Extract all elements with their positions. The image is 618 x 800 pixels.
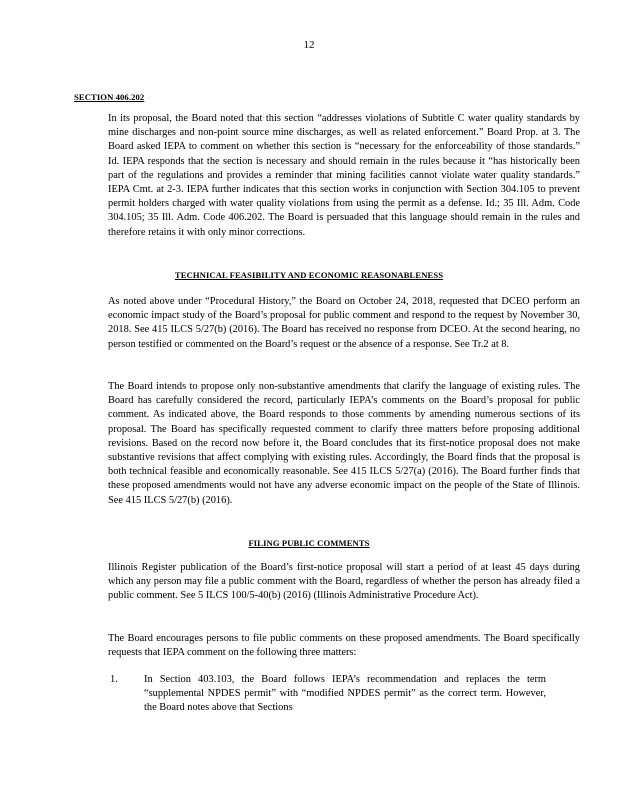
paragraph-board-conclusion: The Board intends to propose only non-substantive amendments that clarify the language of existing rules. The Board has carefully considered the record, particularly IEPA’s comments on the Board’s proposal for public comment. As indicated above, the Board responds to those comments by amending numerous sections of its proposal. The Board has specifically requested comment to clarify three matters before proposing additional revisions. Based on the record now before it, the Board concludes that its first-notice proposal does not make substantive revisions that affect complying with existing rules. Accordingly, the Board finds that the proposal is both technical feasible and economically reasonable. See 415 ILCS 5/27(a) (2016). The Board further finds that these proposed amendments would not have any adverse economic impact on the people of the State of Illinois. See 415 ILCS 5/27(b) (2016). [108,381,580,506]
paragraph-section-406-202: In its proposal, the Board noted that this section “addresses violations of Subtitle C water quality standards by mine discharges and non-point source mine discharges, as well as related enforcement.” Board Prop. at 3. The Board asked IEPA to comment on whether this section is “necessary for the enforceability of those standards.” Id. IEPA responds that the section is necessary and should remain in the rules because it “has historically been part of the regulations and provides a reminder that mining facilities cannot violate water quality standards.” IEPA Cmt. at 2-3. IEPA further indicates that this section works in conjunction with Section 304.105 to prevent permit holders charged with water quality violations from using the permit as a defense. Id.; 35 Ill. Adm. Code 304.105; 35 Ill. Adm. Code 406.202. The Board is persuaded that this language should remain in the rules and therefore retains it with only minor corrections. [108,113,580,238]
paragraph-request-comments: The Board encourages persons to file public comments on these proposed amendments. The Board specifically requests that IEPA comment on the following three matters: [108,633,580,659]
heading-technical-feasibility: TECHNICAL FEASIBILITY AND ECONOMIC REASONABLENESS [174,270,444,280]
paragraph-economic-study: As noted above under “Procedural History,” the Board on October 24, 2018, requested that DCEO perform an economic impact study of the Board’s proposal for public comment and respond to the request by November 30, 2018. See 415 ILCS 5/27(b) (2016). The Board has received no response from DCEO. At the second hearing, no person testified or commented on the Board’s request or the absence of a response. See Tr.2 at 8. [108,296,580,350]
heading-filing-public-comments: FILING PUBLIC COMMENTS [248,538,370,548]
paragraph-illinois-register: Illinois Register publication of the Board’s first-notice proposal will start a period of at least 45 days during which any person may file a public comment with the Board, regardless of whether the person has already filed a public comment. See 5 ILCS 100/5-40(b) (2016) (Illinois Administrative Procedure Act). [108,562,580,602]
list-item [110,673,546,716]
list-item-text: In Section 403.103, the Board follows IEPA’s recommendation and replaces the term “supplemental NPDES permit” with “modified NPDES permit” as the correct term. However, the Board notes above that Sections [144,674,546,714]
section-heading: SECTION 406.202 [74,92,145,102]
list-item-number: 1. [110,674,118,685]
page-number: 12 [303,39,315,51]
